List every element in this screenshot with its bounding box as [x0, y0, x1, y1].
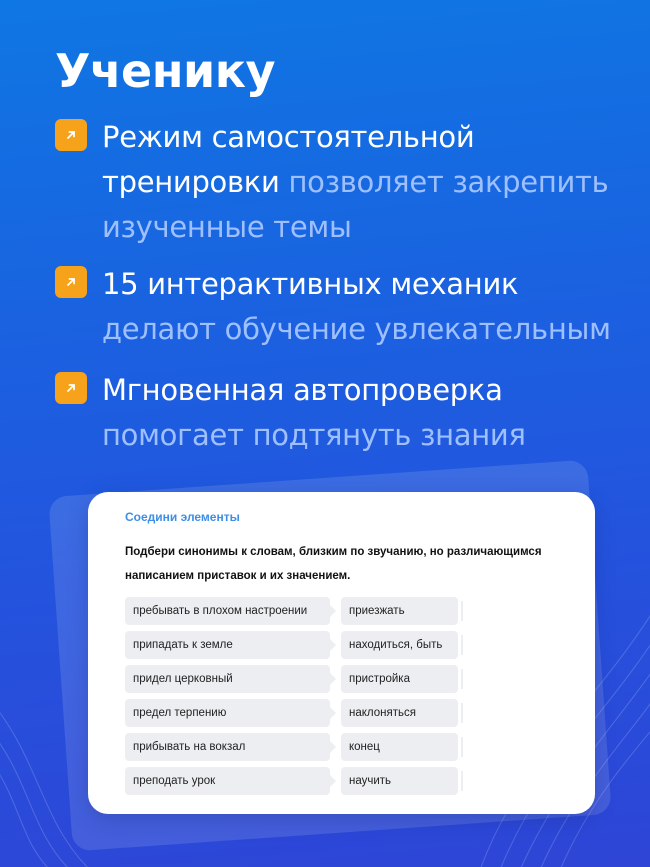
- arrow-up-right-icon: [55, 119, 87, 151]
- feature-self-training: [55, 115, 625, 250]
- right-item[interactable]: находиться, быть: [341, 631, 458, 659]
- feature-strong-text: 15 интерактивных механик: [102, 267, 519, 301]
- feature-strong-text: Режим самостоятельной тренировки: [102, 120, 475, 199]
- left-column: [125, 597, 330, 801]
- left-item[interactable]: прибывать на вокзал: [125, 733, 330, 761]
- arrow-up-right-icon: [55, 266, 87, 298]
- feature-soft-text: помогает подтянуть знания: [102, 418, 526, 452]
- feature-soft-text: позволяет закрепить изученные темы: [102, 165, 609, 244]
- right-item[interactable]: пристройка: [341, 665, 458, 693]
- exercise-card: [88, 492, 595, 814]
- arrow-up-right-icon: [55, 372, 87, 404]
- right-item[interactable]: наклоняться: [341, 699, 458, 727]
- exercise-task: Подбери синонимы к словам, близким по звучанию, но различающимся написанием приставок и их значением.: [125, 546, 542, 582]
- right-item[interactable]: научить: [341, 767, 458, 795]
- right-item[interactable]: приезжать: [341, 597, 458, 625]
- feature-auto-check: [55, 368, 625, 458]
- feature-interactive-mechanics: [55, 262, 625, 352]
- left-item[interactable]: пребывать в плохом настроении: [125, 597, 330, 625]
- exercise-title: Соедини элементы: [125, 510, 240, 524]
- left-item[interactable]: припадать к земле: [125, 631, 330, 659]
- feature-text: [102, 115, 625, 250]
- feature-strong-text: Мгновенная автопроверка: [102, 373, 503, 407]
- left-item[interactable]: придел церковный: [125, 665, 330, 693]
- feature-text: [102, 368, 625, 458]
- right-item[interactable]: конец: [341, 733, 458, 761]
- left-item[interactable]: преподать урок: [125, 767, 330, 795]
- feature-text: [102, 262, 625, 352]
- page-title: Ученику: [55, 44, 275, 98]
- left-item[interactable]: предел терпению: [125, 699, 330, 727]
- right-column: [341, 597, 458, 801]
- feature-soft-text: делают обучение увлекательным: [102, 312, 611, 346]
